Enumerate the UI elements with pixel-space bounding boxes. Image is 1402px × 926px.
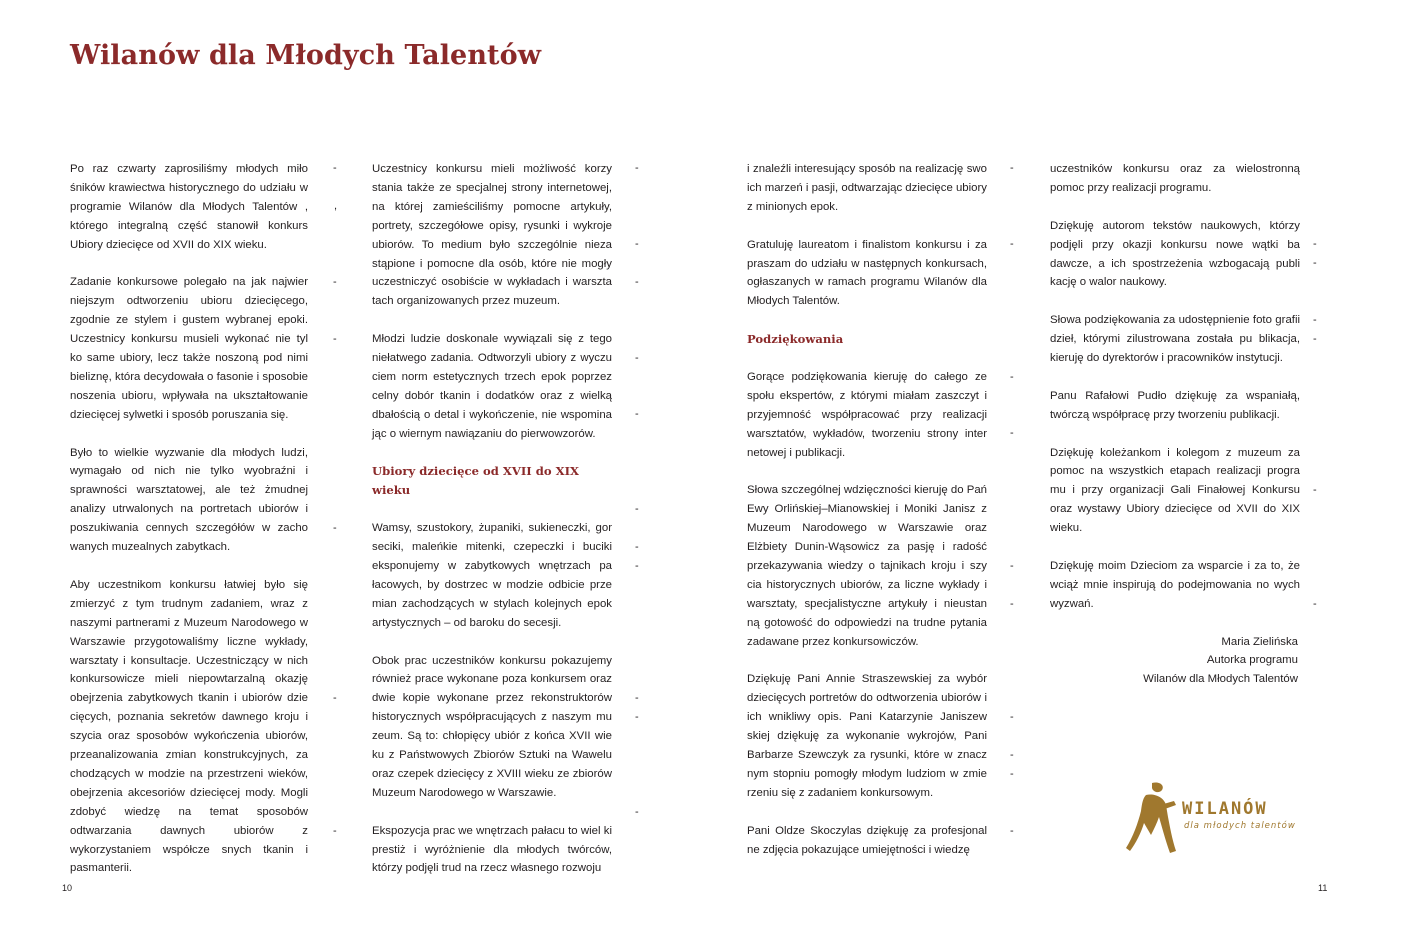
section-heading: Ubiory dziecięce od XVII do XIX wieku — [372, 464, 580, 498]
hyphen-mark: - — [333, 162, 337, 174]
hyphen-mark: - — [1010, 371, 1014, 383]
logo-word: WILANÓW — [1182, 799, 1268, 819]
paragraph: Ekspozycja prac we wnętrzach pałacu to wiel ki prestiż i wyróżnienie dla młodych twórców, którzy podjęli trud na rzecz własnego rozwoju — [372, 824, 612, 875]
paragraph: Dziękuję koleżankom i kolegom z muzeum za pomoc na wszystkich etapach realizacji progra mu i przy organizacji Gali Finałowej Konkursu oraz wystawy Ubiory dziecięce od XVII do XIX wieku. — [1050, 446, 1300, 535]
hyphen-mark: - — [635, 352, 639, 364]
hyphen-mark: - — [333, 522, 337, 534]
hyphen-mark: - — [635, 692, 639, 704]
hyphen-mark: - — [635, 560, 639, 572]
hyphen-mark: - — [333, 276, 337, 288]
hyphen-mark: - — [333, 692, 337, 704]
hyphen-mark: - — [1010, 598, 1014, 610]
paragraph: Młodzi ludzie doskonale wywiązali się z tego niełatwego zadania. Odtworzyli ubiory z wyczu ciem norm estetycznych trzech epok poprzez celny dobór tkanin i dodatków oraz z wielką dbałością o detal i wykończenie, nie wspomina jąc o wiernym nawiązaniu do pierwowzorów. — [372, 333, 612, 440]
hyphen-mark: - — [1313, 484, 1317, 496]
hyphen-mark: - — [1010, 238, 1014, 250]
hyphen-mark: - — [1313, 238, 1317, 250]
paragraph: i znaleźli interesujący sposób na realizację swo ich marzeń i pasji, odtwarzając dziecięce ubiory z minionych epok. — [747, 163, 987, 213]
text-column-4 — [1050, 160, 1300, 689]
hyphen-mark: - — [1313, 333, 1317, 345]
hyphen-mark: - — [1010, 749, 1014, 761]
hyphen-mark: - — [1010, 711, 1014, 723]
text-column-3 — [747, 160, 987, 878]
hyphen-mark: , — [334, 200, 338, 212]
wilanow-logo — [1124, 777, 1324, 861]
hyphen-mark: - — [1010, 427, 1014, 439]
section-heading: Podziękowania — [747, 332, 844, 347]
signature-name: Maria Zielińska — [1221, 635, 1298, 648]
hyphen-mark: - — [1313, 314, 1317, 326]
paragraph: Zadanie konkursowe polegało na jak najwier niejszym odtworzeniu ubioru dziecięcego, zgodnie ze stylem i gustem wybranej epoki. Uczestnicy konkursu musieli wykonać nie tyl ko same ubiory, lecz także noszoną pod nimi bieliznę, która decydowała o fasonie i sposobie noszenia ubioru, wpływała na ukształtowanie dziecięcej sylwetki i sposób poruszania się. — [70, 276, 308, 421]
page-number-right: 11 — [1318, 883, 1328, 893]
hyphen-mark: - — [333, 825, 337, 837]
hyphen-mark: - — [1010, 560, 1014, 572]
paragraph: Było to wielkie wyzwanie dla młodych ludzi, wymagało od nich nie tylko wyobraźni i sprawności warsztatowej, ale też żmudnej analizy utrwalonych na portretach ubiorów i poszukiwania cennych szczegółów w zacho wanych muzealnych zabytkach. — [70, 446, 308, 554]
hyphen-mark: - — [635, 162, 639, 174]
paragraph: Aby uczestnikom konkursu łatwiej było się zmierzyć z tym trudnym zadaniem, wraz z naszymi partnerami z Muzeum Narodowego w Warszawie przygotowaliśmy liczne wykłady, warsztaty i konsultacje. Uczestniczący w nich konkursowicze mieli niepowtarzalną okazję obejrzenia zabytkowych tkanin i ubiorów dzie cięcych, poznania sekretów dawnego kroju i szycia oraz sposobów wykończenia ubiorów, przeanalizowania zmian konstrukcyjnych, za chodzących w modzie na przestrzeni wieków, obejrzenia akcesoriów dziecięcej mody. Mogli zdobyć wiedzę na temat sposobów odtwarzania dawnych ubiorów z wykorzystaniem współcze snych tkanin i pasmanterii. — [70, 578, 308, 875]
paragraph: Słowa szczególnej wdzięczności kieruję do Pań Ewy Orlińskiej–Mianowskiej i Moniki Janisz z Muzeum Narodowego w Warszawie oraz Elżbiety Dunin-Wąsowicz za pasję i radość przekazywania wiedzy o tajnikach kroju i szy cia historycznych ubiorów, za liczne wykłady i warsztaty, specjalistyczne artykuły i nieustan ną gotowość do odpowiedzi na trudne pytania zadawane przez konkursowiczów. — [747, 484, 987, 648]
page-number-left: 10 — [62, 883, 73, 893]
hyphen-mark: - — [1313, 257, 1317, 269]
hyphen-mark: - — [635, 806, 639, 818]
paragraph: uczestników konkursu oraz za wielostronną pomoc przy realizacji programu. — [1050, 163, 1300, 194]
paragraph: Wamsy, szustokory, żupaniki, sukieneczki, gor seciki, maleńkie mitenki, czepeczki i buciki eksponujemy w zabytkowych wnętrzach pa łacowych, by dostrzec w modzie odbicie prze mian zachodzących w stylach kolejnych epok artystycznych – od baroku do secesji. — [372, 522, 612, 629]
paragraph: Dziękuję Pani Annie Straszewskiej za wybór dziecięcych portretów do odtworzenia ubiorów i ich wnikliwy opis. Pani Katarzynie Janiszew skiej dziękuję za wykonanie wykrojów, Pani Barbarze Szewczyk za rysunki, które w znacz nym stopniu pomogły młodym ludziom w zmie rzeniu się z zadaniem konkursowym. — [747, 673, 987, 799]
signature-role: Autorka programu — [1206, 654, 1298, 667]
logo-subtitle: dla młodych talentów — [1184, 821, 1296, 831]
page-title: Wilanów dla Młodych Talentów — [70, 40, 542, 71]
paragraph: Słowa podziękowania za udostępnienie foto grafii dzieł, którymi zilustrowana została pu blikacja, kieruję do dyrektorów i pracowników instytucji. — [1050, 314, 1300, 365]
signature-block — [1050, 633, 1300, 690]
paragraph: Uczestnicy konkursu mieli możliwość korzy stania także ze specjalnej strony internetowej, na której zamieściliśmy pomocne artykuły, portrety, szczegółowe opisy, rysunki i wykroje ubiorów. To medium było szczególnie nieza stąpione i pomocne dla osób, które nie mogły uczestniczyć osobiście w wykładach i warszta tach organizowanych przez muzeum. — [372, 163, 612, 308]
hyphen-mark: - — [635, 503, 639, 515]
paragraph: Dziękuję moim Dzieciom za wsparcie i za to, że wciąż mnie inspirują do podejmowania no wych wyzwań. — [1050, 559, 1300, 610]
text-column-1 — [70, 160, 308, 897]
hyphen-mark: - — [635, 711, 639, 723]
paragraph: Gratuluję laureatom i finalistom konkursu i za praszam do udziału w następnych konkursach, ogłaszanych w ramach programu Wilanów dla Młodych Talentów. — [747, 238, 987, 308]
paragraph: Gorące podziękowania kieruję do całego ze społu ekspertów, z którymi miałam zaszczyt i przyjemność współpracować przy realizacji warsztatów, wykładów, tworzeniu strony inter netowej i publikacji. — [747, 370, 987, 459]
hyphen-mark: - — [1010, 162, 1014, 174]
hyphen-mark: - — [635, 276, 639, 288]
hyphen-mark: - — [1010, 825, 1014, 837]
paragraph: Po raz czwarty zaprosiliśmy młodych miło śników krawiectwa historycznego do udziału w programie Wilanów dla Młodych Talentów , którego integralną część stanowił konkurs Ubiory dziecięce od XVII do XIX wieku. — [70, 163, 308, 251]
hyphen-mark: - — [635, 541, 639, 553]
hyphen-mark: - — [635, 238, 639, 250]
hyphen-mark: - — [1010, 768, 1014, 780]
paragraph: Panu Rafałowi Pudło dziękuję za wspaniałą, twórczą współpracę przy tworzeniu publikacji. — [1050, 389, 1300, 421]
paragraph: Dziękuję autorom tekstów naukowych, którzy podjęli przy okazji konkursu nowe wątki ba dawcze, a ich spostrzeżenia wzbogacają publi kację o walor naukowy. — [1050, 219, 1300, 289]
text-column-2 — [372, 160, 612, 897]
hyphen-mark: - — [333, 333, 337, 345]
signature-program: Wilanów dla Młodych Talentów — [1143, 673, 1298, 686]
hyphen-mark: - — [635, 408, 639, 420]
hyphen-mark: - — [1313, 598, 1317, 610]
paragraph: Obok prac uczestników konkursu pokazujemy również prace wykonane poza konkursem oraz dwie kopie wykonane przez rekonstruktorów historycznych współpracujących z naszym mu zeum. Są to: chłopięcy ubiór z końca XVII wie ku z Państwowych Zbiorów Sztuki na Wawelu oraz czepek dziecięcy z XVIII wieku ze zbiorów Muzeum Narodowego w Warszawie. — [372, 654, 612, 799]
paragraph: Pani Oldze Skoczylas dziękuję za profesjonal ne zdjęcia pokazujące umiejętności i wiedzę — [747, 824, 987, 856]
wilanow-figure-icon — [1124, 777, 1184, 861]
